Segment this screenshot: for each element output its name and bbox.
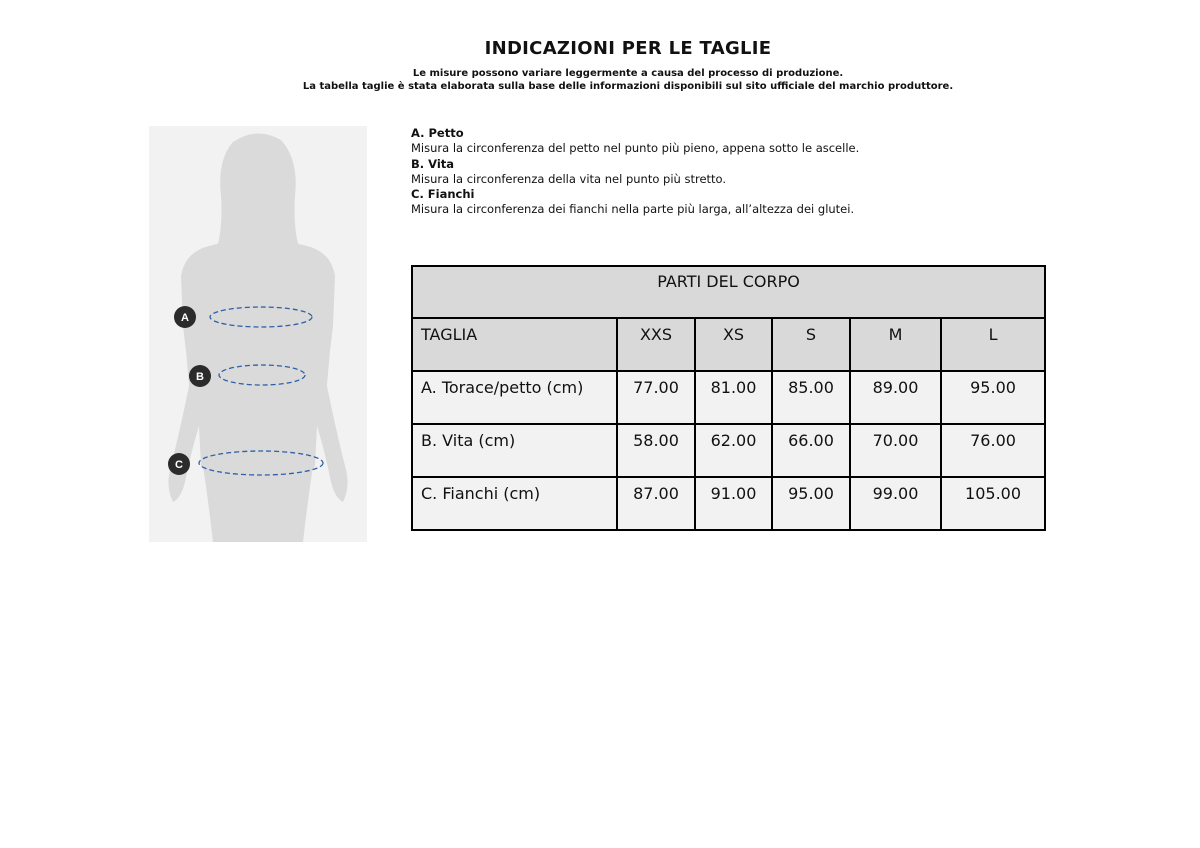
size-l-header: L [941,318,1045,371]
table-cell: 105.00 [941,477,1045,530]
subtitle-line-2: La tabella taglie è stata elaborata sulla base delle informazioni disponibili sul sito ufficiale del marchio produttore. [302,81,954,92]
instruction-heading-waist: B. Vita [411,156,455,171]
table-cell: 62.00 [695,424,772,477]
female-silhouette [168,133,347,542]
marker-a-label: A [181,312,189,324]
table-title-row [412,266,1045,318]
row-label-hips: C. Fianchi (cm) [412,477,617,530]
size-s-header: S [772,318,850,371]
subtitle-line-1: Le misure possono variare leggermente a causa del processo di produzione. [412,68,844,79]
table-cell: 66.00 [772,424,850,477]
table-cell: 58.00 [617,424,695,477]
table-cell: 99.00 [850,477,941,530]
table-cell: 87.00 [617,477,695,530]
size-xs-header: XS [695,318,772,371]
instruction-heading-chest: A. Petto [411,126,464,140]
table-cell: 81.00 [695,371,772,424]
body-figure-panel [149,126,367,542]
table-row [412,371,1045,424]
marker-b [189,365,211,387]
table-row [412,477,1045,530]
size-xxs-header: XXS [617,318,695,371]
table-cell: 95.00 [772,477,850,530]
size-m-header: M [850,318,941,371]
marker-c-label: C [175,459,183,471]
instruction-heading-hips: C. Fianchi [411,187,475,202]
size-chart-table [411,265,1046,531]
marker-c [168,453,190,475]
table-cell: 85.00 [772,371,850,424]
row-label-waist: B. Vita (cm) [412,424,617,477]
marker-a [174,306,196,328]
table-title: PARTI DEL CORPO [412,266,1045,318]
body-silhouette-illustration [149,126,367,542]
page-title: INDICAZIONI PER LE TAGLIE [484,38,772,59]
table-header-row [412,318,1045,371]
marker-b-label: B [196,371,204,383]
table-cell: 76.00 [941,424,1045,477]
table-cell: 91.00 [695,477,772,530]
table-cell: 89.00 [850,371,941,424]
table-cell: 95.00 [941,371,1045,424]
table-row [412,424,1045,477]
row-label-chest: A. Torace/petto (cm) [412,371,617,424]
size-header-cell: TAGLIA [412,318,617,371]
instruction-text-chest: Misura la circonferenza del petto nel punto più pieno, appena sotto le ascelle. [411,141,860,156]
instruction-text-waist: Misura la circonferenza della vita nel punto più stretto. [411,171,727,186]
table-cell: 77.00 [617,371,695,424]
measurement-instructions [411,126,1051,218]
table-cell: 70.00 [850,424,941,477]
instruction-text-hips: Misura la circonferenza dei fianchi nella parte più larga, all’altezza dei glutei. [411,202,855,217]
